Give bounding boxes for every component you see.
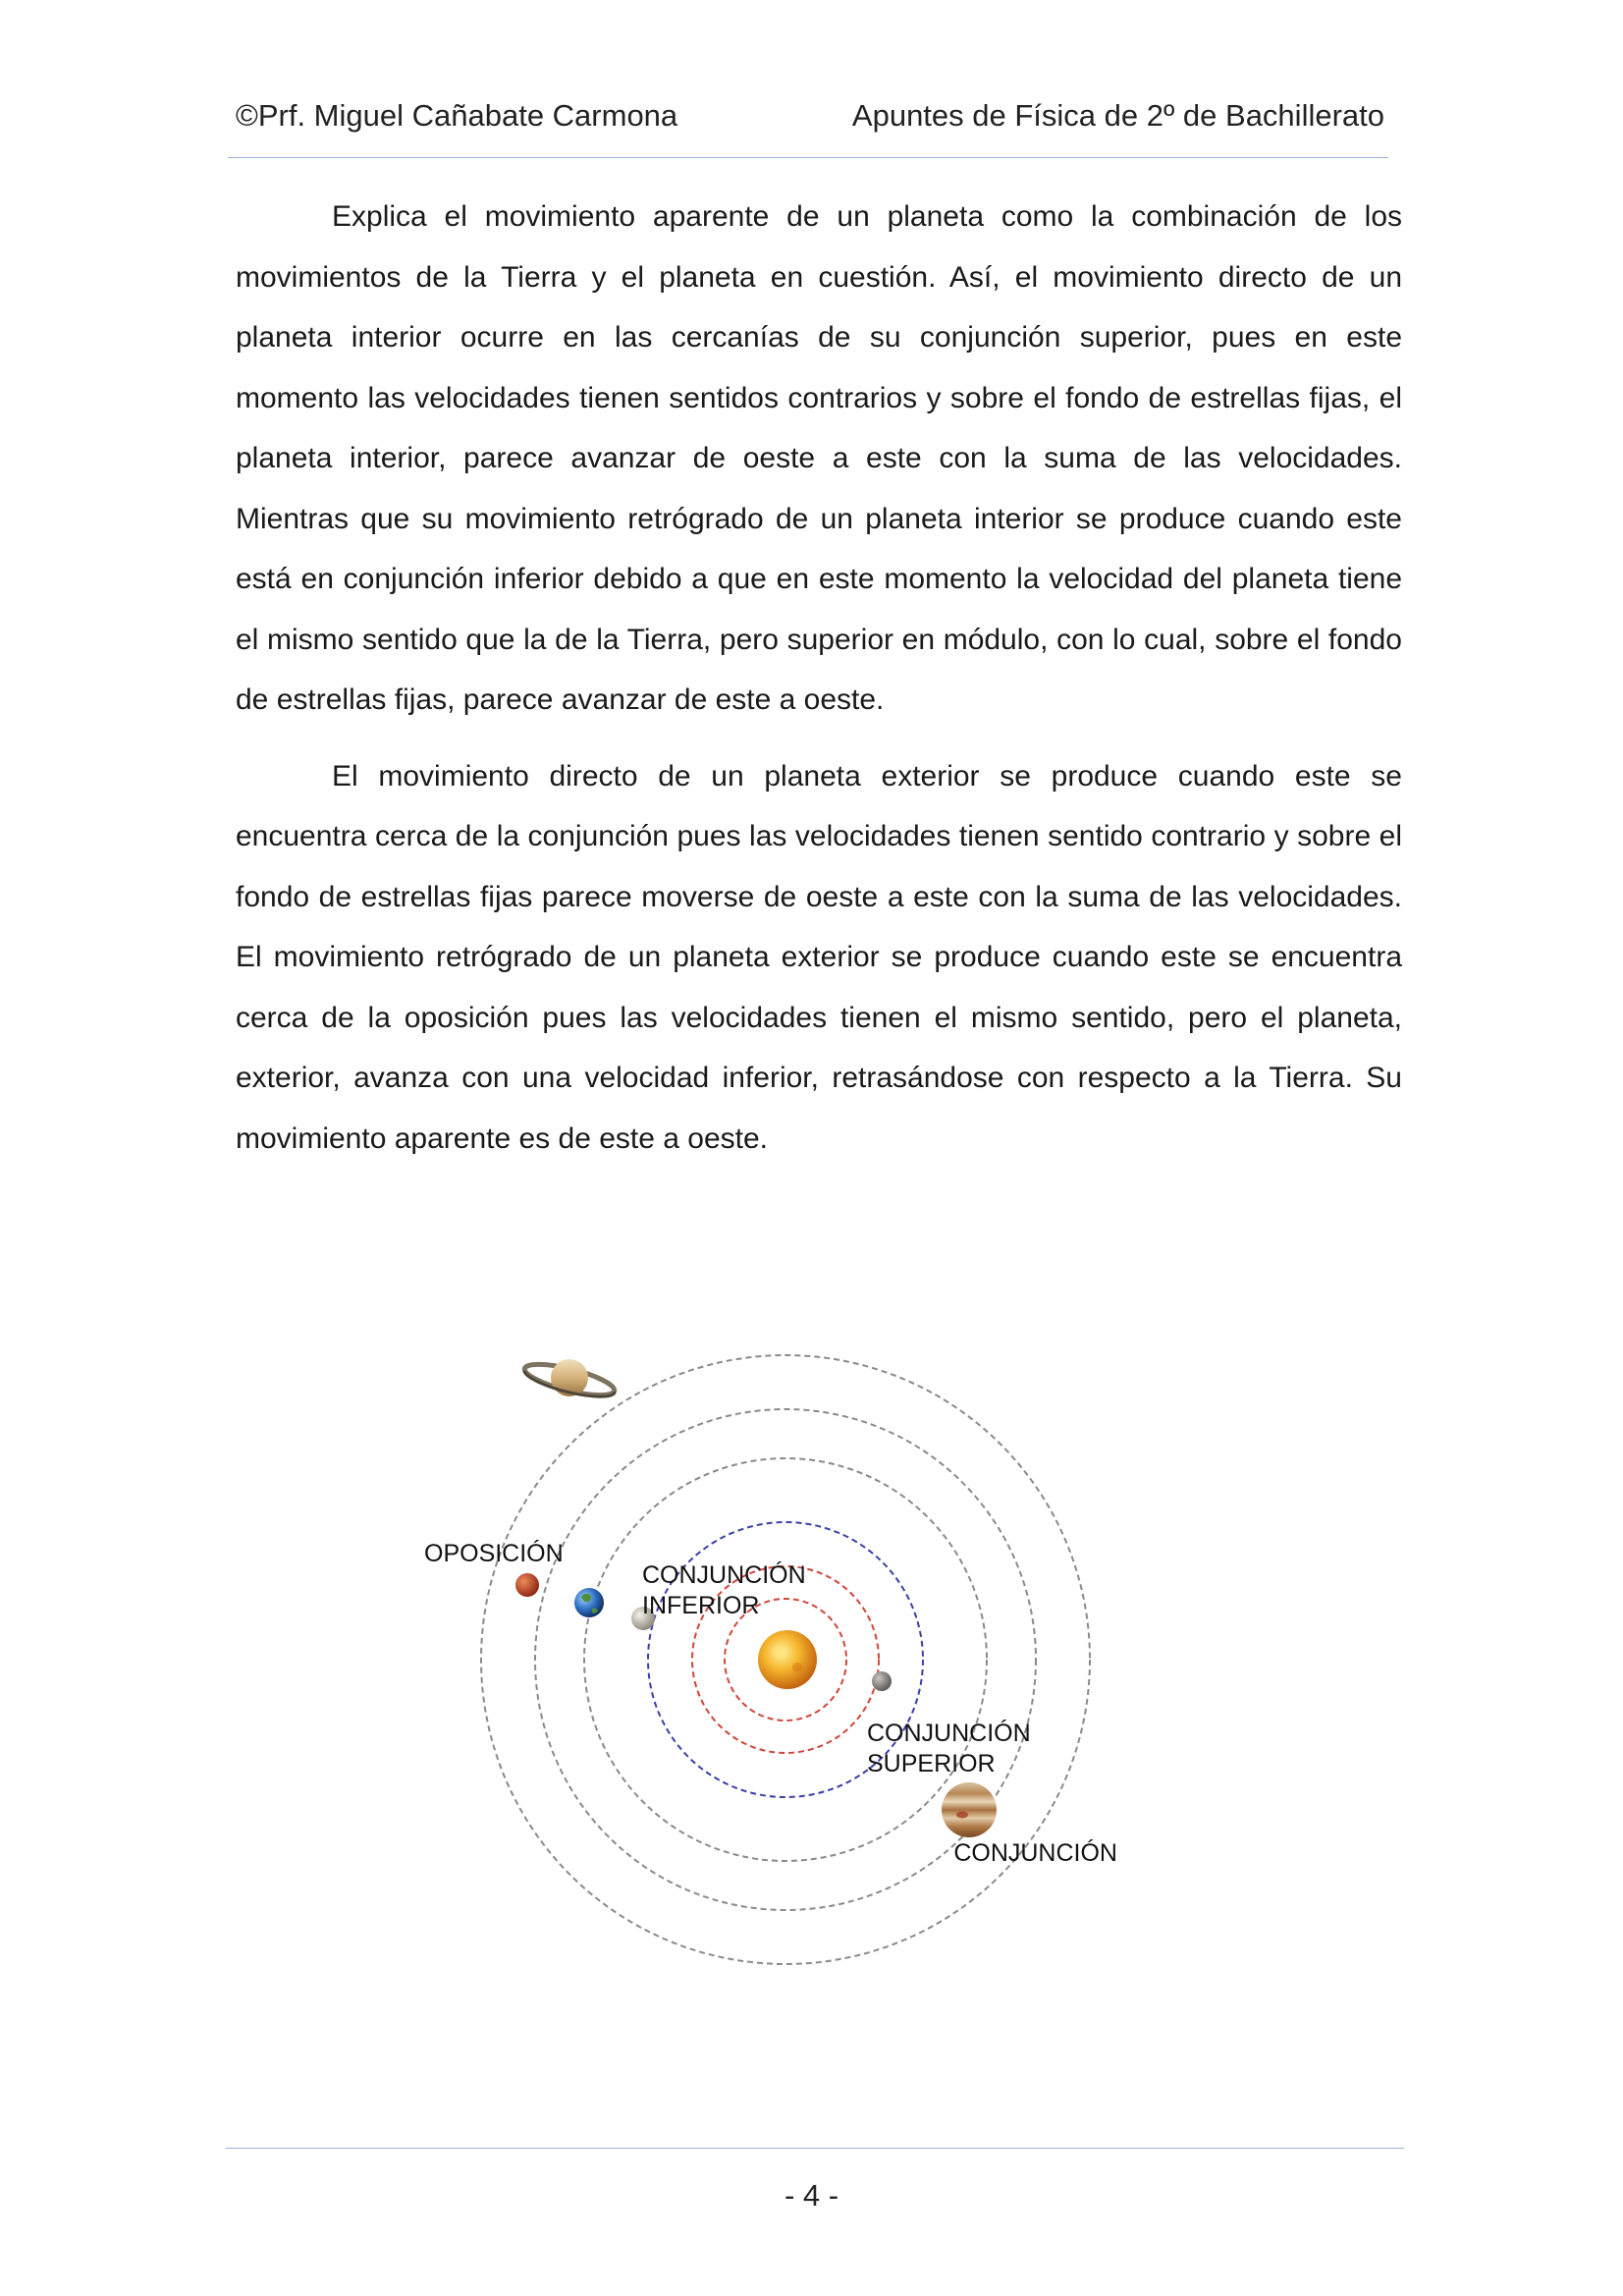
sun-icon	[758, 1630, 817, 1689]
label-conjuncion-inferior-line2: INFERIOR	[642, 1592, 760, 1619]
jupiter-icon	[942, 1782, 997, 1837]
mercury-icon	[872, 1671, 892, 1691]
paragraph-inner-planets: Explica el movimiento aparente de un planeta como la combinación de los movimientos de la Tierra y el planeta en cuestión. Así, el movimiento directo de un planeta interior ocurre en las cercanías de su conjunción superior, pues en este momento las velocidades tienen sentidos contrarios y sobre el fondo de estrellas fijas, el planeta interior, parece avanzar de oeste a este con la suma de las velocidades. Mientras que su movimiento retrógrado de un planeta interior se produce cuando este está en conjunción inferior debido a que en este momento la velocidad del planeta tiene el mismo sentido que la de la Tierra, pero superior en módulo, con lo cual, sobre el fondo de estrellas fijas, parece avanzar de este a oeste.	[236, 200, 1402, 716]
label-oposicion: OPOSICIÓN	[424, 1540, 564, 1567]
page-number: - 4 -	[784, 2178, 839, 2213]
mars-icon	[515, 1573, 539, 1597]
label-conjuncion: CONJUNCIÓN	[953, 1839, 1117, 1867]
footer-divider	[226, 2148, 1404, 2149]
saturn-icon	[522, 1358, 618, 1401]
body-text	[236, 187, 1402, 1184]
label-conjuncion-superior-line2: SUPERIOR	[867, 1750, 996, 1777]
header-title: Apuntes de Física de 2º de Bachillerato	[851, 98, 1384, 133]
header-divider	[228, 157, 1388, 158]
earth-icon	[574, 1588, 604, 1617]
header-author: ©Prf. Miguel Cañabate Carmona	[236, 98, 678, 133]
page-header	[236, 98, 1384, 134]
paragraph-outer-planets: El movimiento directo de un planeta exterior se produce cuando este se encuentra cerca de la conjunción pues las velocidades tienen sentido contrario y sobre el fondo de estrellas fijas parece moverse de oeste a este con la suma de las velocidades. El movimiento retrógrado de un planeta exterior se produce cuando este se encuentra cerca de la oposición pues las velocidades tienen el mismo sentido, pero el planeta, exterior, avanza con una velocidad inferior, retrasándose con respecto a la Tierra. Su movimiento aparente es de este a oeste.	[236, 759, 1402, 1155]
label-conjuncion-superior-line1: CONJUNCIÓN	[867, 1720, 1031, 1747]
orbit-diagram	[324, 1178, 1306, 2062]
label-conjuncion-inferior-line1: CONJUNCIÓN	[642, 1561, 806, 1589]
